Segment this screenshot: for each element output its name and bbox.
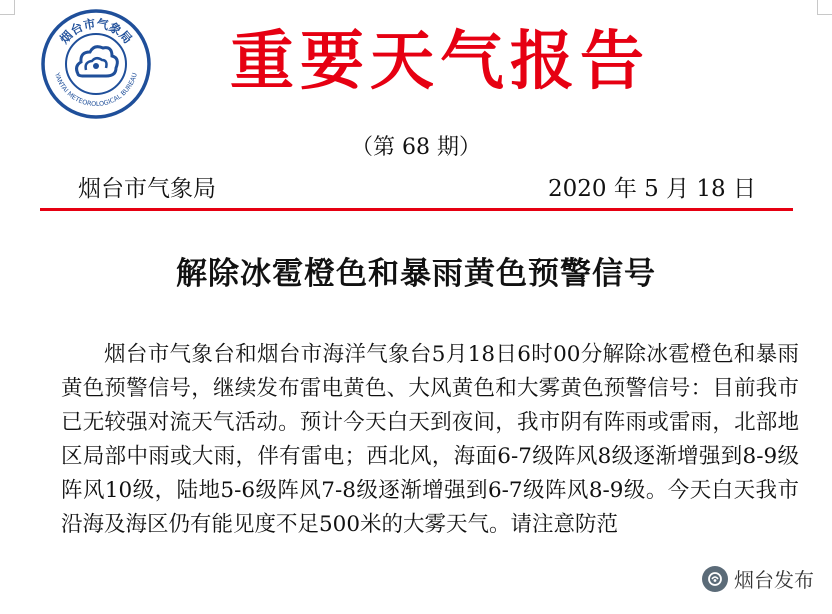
body-paragraph: 烟台市气象台和烟台市海洋气象台5月18日6时00分解除冰雹橙色和暴雨黄色预警信号，继续发布雷电黄色、大风黄色和大雾黄色预警信号：目前我市已无较强对流天气活动。预计今天白天到夜间，我市阴有阵雨或雷雨，北部地区局部中雨或大雨，伴有雷电；西北风，海面6-7级阵风8级逐渐增强到8-9级阵风10级，陆地5-6级阵风7-8级逐渐增强到6-7级阵风8-9级。今天白天我市沿海及海区仍有能见度不足500米的大雾天气。请注意防范 <box>61 342 799 537</box>
watermark-text: 烟台发布 <box>734 568 814 592</box>
report-title: 重要天气报告 <box>230 24 650 99</box>
wechat-official-account-icon <box>702 566 728 592</box>
issue-date: 2020 年 5 月 18 日 <box>548 176 756 202</box>
page-corner-mark-right <box>817 0 832 15</box>
headline: 解除冰雹橙色和暴雨黄色预警信号 <box>176 256 656 292</box>
logo-text-en: YANTAI METEOROLOGICAL BUREAU <box>53 71 139 109</box>
bureau-seal-logo <box>40 8 152 120</box>
red-divider-line <box>40 208 793 211</box>
issuer-name: 烟台市气象局 <box>78 176 216 202</box>
logo-text-cn: 烟台市气象局 <box>57 16 135 47</box>
issue-number: （第 68 期） <box>351 135 481 160</box>
page-corner-mark-left <box>0 0 15 15</box>
source-watermark <box>700 562 818 595</box>
